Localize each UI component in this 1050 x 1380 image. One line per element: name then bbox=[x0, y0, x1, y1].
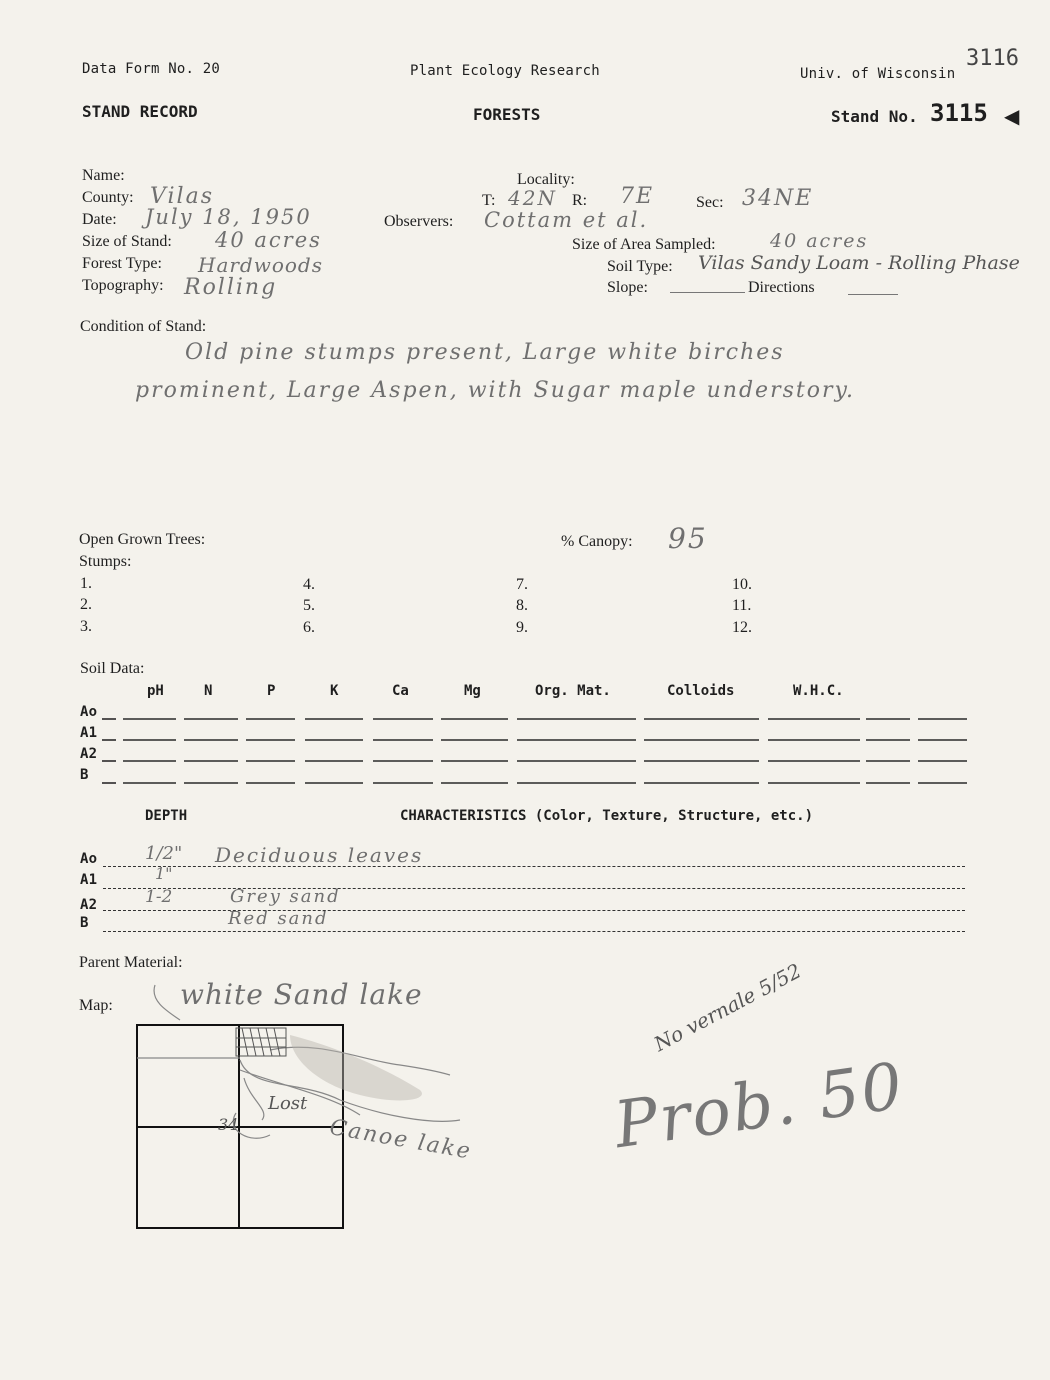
map-label: Map: bbox=[79, 997, 113, 1014]
locality-label: Locality: bbox=[517, 171, 575, 188]
date-value: July 18, 1950 bbox=[145, 205, 312, 229]
stump-3: 3. bbox=[80, 618, 92, 635]
sec-label: Sec: bbox=[696, 194, 724, 211]
depth-header: DEPTH bbox=[145, 808, 188, 824]
stump-2: 2. bbox=[80, 596, 92, 613]
county-value: Vilas bbox=[150, 184, 214, 209]
soil-row-a2: A2 bbox=[80, 746, 98, 762]
corner-stand-number: 3116 bbox=[966, 46, 1019, 71]
condition-line-2: prominent, Large Aspen, with Sugar maple understory. bbox=[135, 378, 855, 403]
forest-type-value: Hardwoods bbox=[198, 253, 323, 277]
observers-label: Observers: bbox=[384, 213, 454, 230]
stumps-label: Stumps: bbox=[79, 553, 132, 570]
form-number: Data Form No. 20 bbox=[82, 61, 221, 77]
canopy-value: 95 bbox=[668, 522, 708, 555]
horizon-b-characteristics: Red sand bbox=[228, 908, 329, 929]
category-title: FORESTS bbox=[473, 105, 541, 124]
soil-row-ao: Ao bbox=[80, 704, 98, 720]
stump-4: 4. bbox=[303, 576, 315, 593]
date-label: Date: bbox=[82, 211, 117, 228]
horizon-a1-depth: 1" bbox=[155, 864, 173, 883]
research-title: Plant Ecology Research bbox=[410, 63, 600, 79]
size-area-sampled-value: 40 acres bbox=[770, 230, 869, 252]
soil-type-value: Vilas Sandy Loam - Rolling Phase bbox=[698, 252, 1020, 274]
r-label: R: bbox=[572, 192, 588, 209]
col-whc: W.H.C. bbox=[793, 683, 844, 699]
stump-1: 1. bbox=[80, 575, 92, 592]
horizon-b-label: B bbox=[80, 915, 89, 931]
map-lake1-label: white Sand lake bbox=[180, 978, 423, 1011]
col-colloids: Colloids bbox=[667, 683, 735, 699]
map-lake2-label: Canoe lake bbox=[327, 1115, 474, 1165]
condition-line-1: Old pine stumps present, Large white birches bbox=[185, 340, 785, 365]
stump-11: 11. bbox=[732, 597, 752, 614]
t-value: 42N bbox=[508, 186, 557, 210]
stump-6: 6. bbox=[303, 619, 315, 636]
soil-row-b: B bbox=[80, 767, 89, 783]
stand-label: Stand No. bbox=[831, 107, 918, 126]
map-section-label: 34 bbox=[218, 1115, 239, 1134]
horizon-a2-label: A2 bbox=[80, 897, 98, 913]
canopy-label: % Canopy: bbox=[561, 533, 633, 550]
col-k: K bbox=[330, 683, 339, 699]
horizon-ao-depth: 1/2" bbox=[145, 843, 183, 864]
record-type: STAND RECORD bbox=[82, 102, 198, 121]
condition-label: Condition of Stand: bbox=[80, 318, 207, 335]
horizon-a2-depth: 1-2 bbox=[145, 887, 173, 907]
size-of-stand-value: 40 acres bbox=[215, 228, 322, 252]
probability-note: Prob. 50 bbox=[610, 1049, 909, 1164]
col-org-mat: Org. Mat. bbox=[535, 683, 611, 699]
stump-7: 7. bbox=[516, 576, 528, 593]
topography-value: Rolling bbox=[184, 275, 278, 300]
university: Univ. of Wisconsin bbox=[800, 66, 956, 82]
stump-8: 8. bbox=[516, 597, 528, 614]
map-lost-label: Lost bbox=[268, 1093, 308, 1114]
horizon-ao-label: Ao bbox=[80, 851, 98, 867]
stump-10: 10. bbox=[732, 576, 752, 593]
stump-12: 12. bbox=[732, 619, 752, 636]
t-label: T: bbox=[482, 192, 496, 209]
observers-value: Cottam et al. bbox=[484, 208, 649, 232]
stump-9: 9. bbox=[516, 619, 528, 636]
size-area-sampled-label: Size of Area Sampled: bbox=[572, 236, 716, 253]
soil-row-a1: A1 bbox=[80, 725, 98, 741]
characteristics-header: CHARACTERISTICS (Color, Texture, Structure, etc.) bbox=[400, 808, 814, 824]
col-ca: Ca bbox=[392, 683, 409, 699]
name-label: Name: bbox=[82, 167, 125, 184]
stand-number: 3115 bbox=[930, 99, 988, 127]
stump-5: 5. bbox=[303, 597, 315, 614]
r-value: 7E bbox=[620, 184, 655, 209]
horizon-ao-characteristics: Deciduous leaves bbox=[215, 843, 424, 867]
slope-label: Slope: bbox=[607, 279, 648, 296]
directions-label: Directions bbox=[748, 279, 815, 296]
parent-material-label: Parent Material: bbox=[79, 954, 183, 971]
horizon-a1-label: A1 bbox=[80, 872, 98, 888]
col-n: N bbox=[204, 683, 213, 699]
arrow-mark-icon: ◀ bbox=[1004, 104, 1020, 128]
county-label: County: bbox=[82, 189, 134, 206]
horizon-a2-characteristics: Grey sand bbox=[230, 886, 341, 907]
open-grown-label: Open Grown Trees: bbox=[79, 531, 206, 548]
novernale-note: No vernale 5/52 bbox=[650, 958, 806, 1057]
soil-data-label: Soil Data: bbox=[80, 660, 145, 677]
col-mg: Mg bbox=[464, 683, 481, 699]
topography-label: Topography: bbox=[82, 277, 164, 294]
col-ph: pH bbox=[147, 683, 164, 699]
soil-type-label: Soil Type: bbox=[607, 258, 673, 275]
forest-type-label: Forest Type: bbox=[82, 255, 162, 272]
size-of-stand-label: Size of Stand: bbox=[82, 233, 172, 250]
col-p: P bbox=[267, 683, 276, 699]
sec-value: 34NE bbox=[742, 186, 814, 211]
